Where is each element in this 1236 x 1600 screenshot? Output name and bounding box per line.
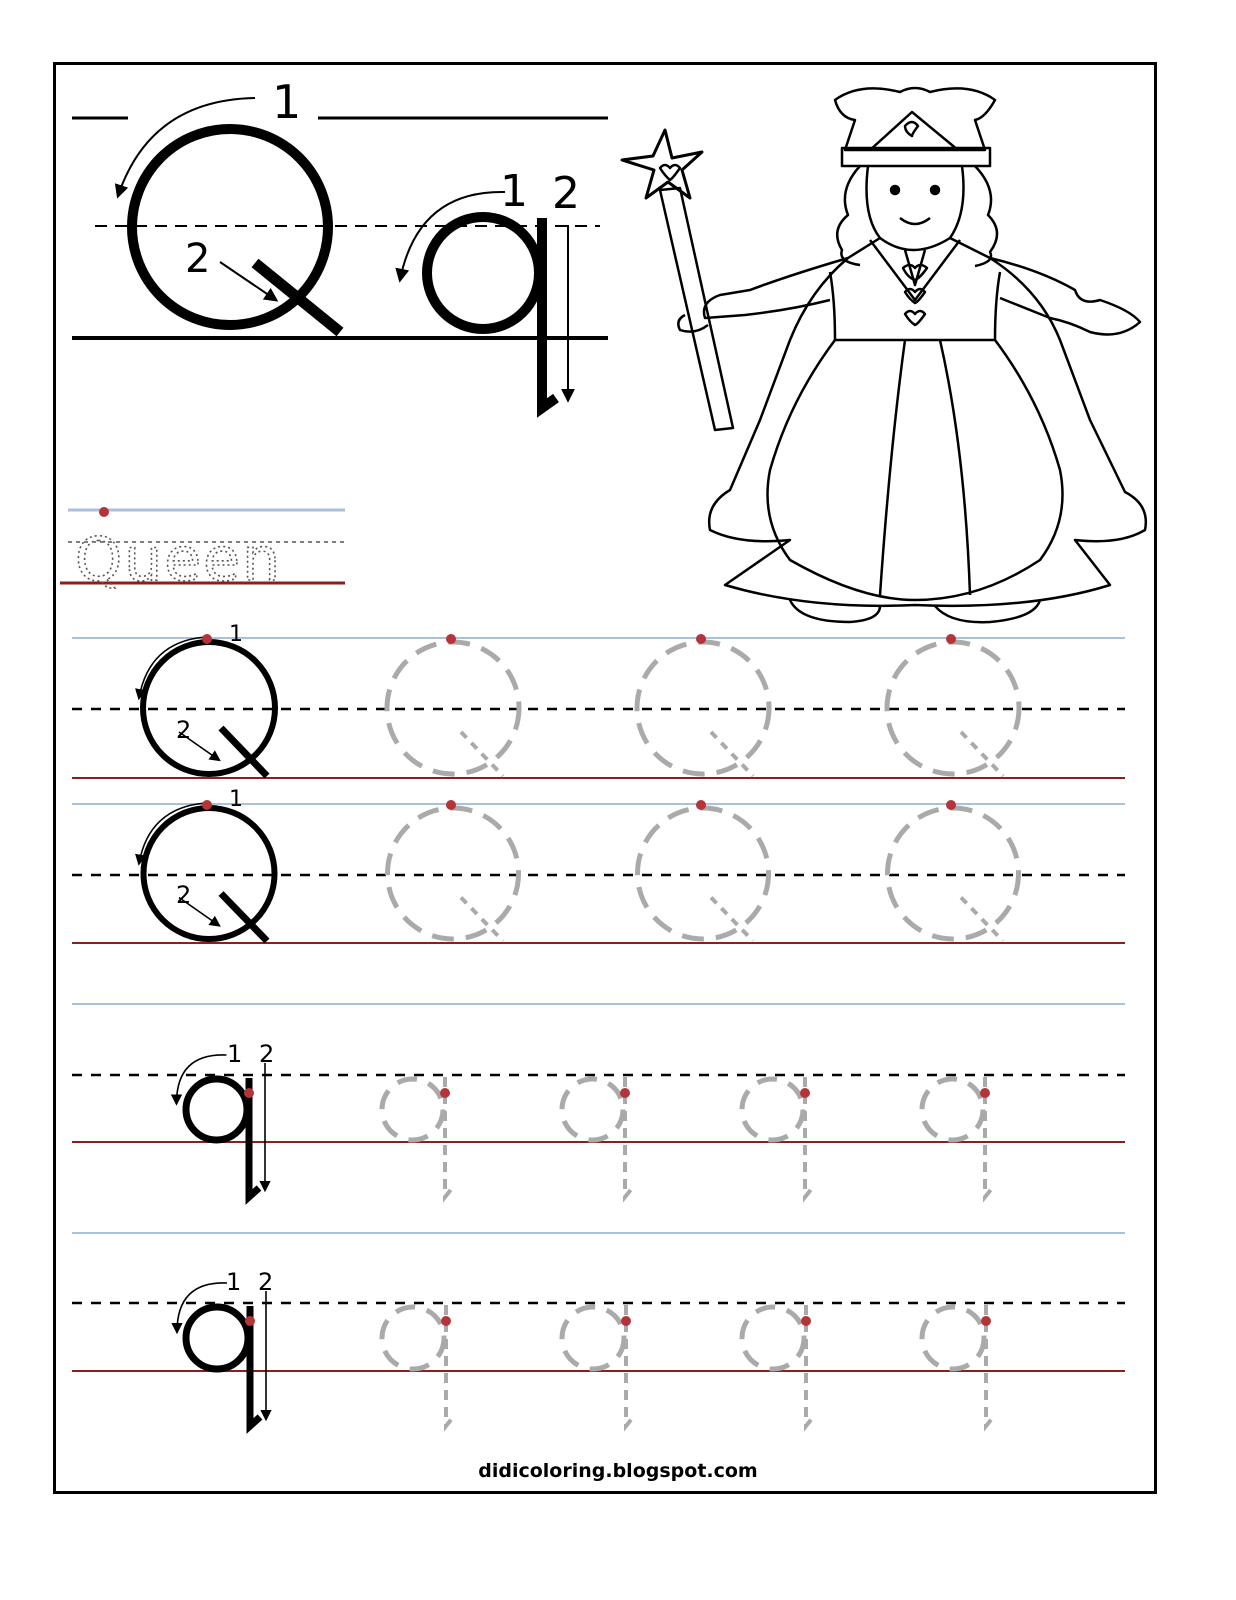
row4-trace-q-3-start-dot [801, 1316, 811, 1326]
row3-num-1: 1 [227, 1040, 243, 1068]
row1-trace-Q-3-start-dot [946, 634, 956, 644]
row2-num-2: 2 [176, 881, 192, 909]
word-trace-area [60, 507, 345, 595]
row1-trace-Q-2-start-dot [696, 634, 706, 644]
row3-model-q [186, 1079, 247, 1140]
row2-trace-Q-1 [388, 808, 519, 939]
word-queen-dotted: Queen [75, 525, 283, 595]
practice-rows [72, 634, 1125, 1426]
big-lower-q [400, 166, 580, 408]
queen-illustration [622, 88, 1146, 622]
big-lowerq-stroke1-arrow [400, 192, 505, 280]
row3-model-q-start-dot [244, 1088, 254, 1098]
big-q-number-1: 1 [272, 75, 302, 129]
row3-trace-q-2-start-dot [620, 1088, 630, 1098]
row2-trace-Q-2-start-dot [696, 800, 706, 810]
row1-num-2: 2 [176, 716, 192, 744]
row4-trace-q-1 [382, 1307, 444, 1369]
big-lowerq-number-1: 1 [500, 166, 528, 217]
row4-trace-q-2 [562, 1307, 624, 1369]
row3-trace-q-4 [922, 1079, 983, 1140]
word-start-dot [99, 507, 109, 517]
row4-trace-q-2-start-dot [621, 1316, 631, 1326]
row1-num-1: 1 [229, 622, 243, 647]
big-lowerq-number-2: 2 [552, 168, 580, 219]
row3-trace-q-1-start-dot [440, 1088, 450, 1098]
row2-num-1: 1 [229, 787, 243, 812]
row3-trace-q-1 [382, 1079, 443, 1140]
big-upper-q [118, 75, 340, 332]
row1-trace-Q-1-start-dot [446, 634, 456, 644]
row2-trace-Q-3 [888, 808, 1019, 939]
row4-num-1: 1 [226, 1268, 242, 1296]
row3-trace-q-2 [562, 1079, 623, 1140]
row3-trace-q-3-start-dot [800, 1088, 810, 1098]
row4-model-q-start-dot [245, 1316, 255, 1326]
row4-trace-q-3 [742, 1307, 804, 1369]
row3-num-2: 2 [259, 1040, 275, 1068]
footer-credit: didicoloring.blogspot.com [478, 1460, 758, 1482]
row2-trace-Q-1-start-dot [446, 800, 456, 810]
big-q-number-2: 2 [185, 236, 211, 282]
row4-trace-q-4 [922, 1307, 984, 1369]
row1-model-Q-start-dot [202, 634, 212, 644]
row2-trace-Q-3-start-dot [946, 800, 956, 810]
row2-trace-Q-2 [638, 808, 769, 939]
row4-model-q [186, 1307, 248, 1369]
row3-trace-q-3 [742, 1079, 803, 1140]
row4-trace-q-4-start-dot [981, 1316, 991, 1326]
row4-num-2: 2 [258, 1268, 274, 1296]
model-stroke-numbers [176, 622, 274, 1296]
row3-trace-q-4-start-dot [980, 1088, 990, 1098]
row4-trace-q-1-start-dot [441, 1316, 451, 1326]
row2-model-Q-start-dot [202, 800, 212, 810]
